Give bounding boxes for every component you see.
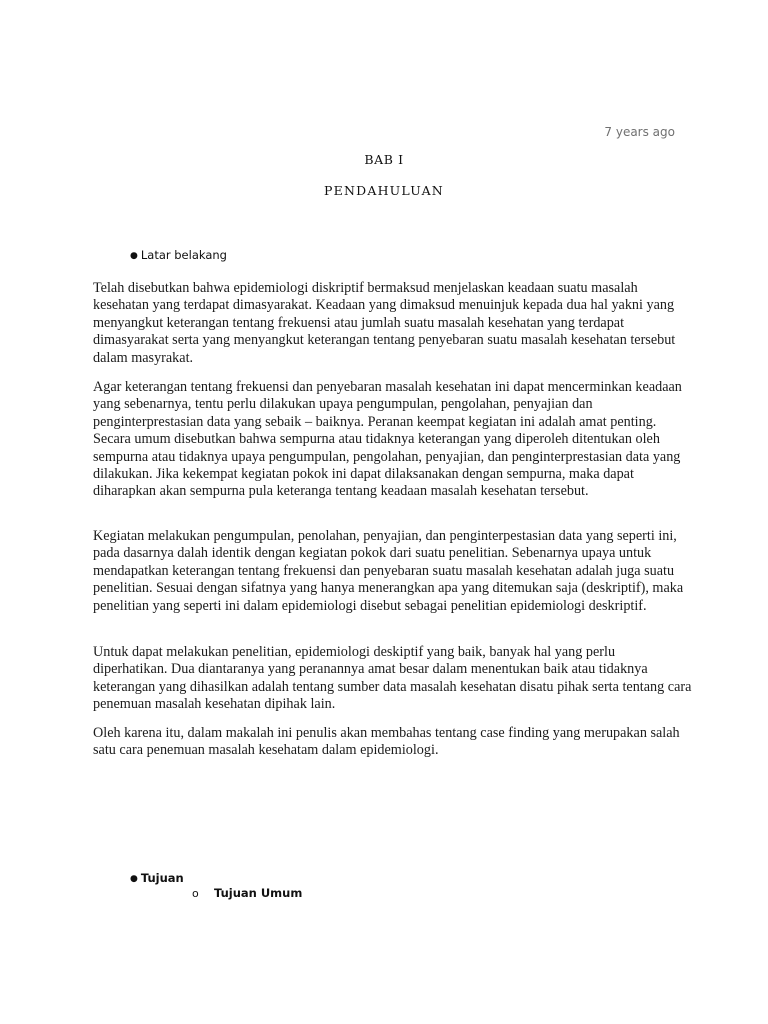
section-label: Latar belakang <box>140 248 227 262</box>
subsection-tujuan-umum <box>192 886 302 900</box>
bullet-icon: ● <box>130 874 138 884</box>
bullet-icon: ● <box>130 251 138 261</box>
paragraph: Kegiatan melakukan pengumpulan, penolahan, penyajian, dan penginterpestasian data yang seperti ini, pada dasarnya dalah identik dengan kegiatan pokok dari suatu penelitian. Sebenarnya upaya untuk mendapatkan keterangan tentang frekuensi dan penyebaran suatu masalah kesehatan adalah juga suatu penelitian. Sesuai dengan sifatnya yang hanya menerangkan apa yang ditemukan saja (deskriptif), maka penelitian yang seperti ini dalam epidemiologi disebut sebagai penelitian epidemiologi deskriptif. <box>93 528 684 614</box>
subsection-label: Tujuan Umum <box>214 886 303 900</box>
circle-bullet-icon: o <box>192 887 199 900</box>
section-tujuan <box>130 871 184 885</box>
paragraph: Untuk dapat melakukan penelitian, epidemiologi deskiptif yang baik, banyak hal yang perlu diperhatikan. Dua diantaranya yang peranannya amat besar dalam menentukan baik atau tidaknya keterangan yang dihasilkan adalah tentang sumber data masalah kesehatan disatu pihak serta tentang cara penemuan masalah kesehatan dipihak lain. <box>93 644 692 713</box>
section-latar-belakang <box>130 248 227 262</box>
paragraph: Agar keterangan tentang frekuensi dan penyebaran masalah kesehatan ini dapat mencerminkan keadaan yang sebenarnya, tentu perlu dilakukan upaya pengumpulan, pengolahan, penyajian dan penginterprestasian data yang sebaik – baiknya. Peranan keempat kegiatan ini adalah amat penting. Secara umum disebutkan bahwa sempurna atau tidaknya keterangan yang diperoleh ditentukan oleh sempurna atau tidaknya upaya pengumpulan, pengolahan, penyajian, dan penginterprestasian data yang dilakukan. Jika kekempat kegiatan pokok ini dapat dilaksanakan dengan sempurna, maka dapat diharapkan akan sempurna pula keteranga tentang keadaan masalah kesehatan tersebut. <box>93 379 682 500</box>
section-label: Tujuan <box>140 871 184 885</box>
paragraph: Telah disebutkan bahwa epidemiologi diskriptif bermaksud menjelaskan keadaan suatu masalah kesehatan yang terdapat dimasyarakat. Keadaan yang dimaksud menuinjuk kepada dua hal yakni yang menyangkut keterangan tentang frekuensi atau jumlah suatu masalah kesehatan yang terdapat dimasyarakat serta yang menyangkut keterangan tentang penyebaran suatu masalah kesehatan tersebut dalam masyrakat. <box>93 280 676 366</box>
chapter-title: PENDAHULUAN <box>324 183 444 198</box>
chapter-heading: BAB I <box>364 152 404 167</box>
paragraph: Oleh karena itu, dalam makalah ini penulis akan membahas tentang case finding yang merupakan salah satu cara penemuan masalah kesehatam dalam epidemiologi. <box>93 725 680 759</box>
timestamp: 7 years ago <box>604 125 675 139</box>
